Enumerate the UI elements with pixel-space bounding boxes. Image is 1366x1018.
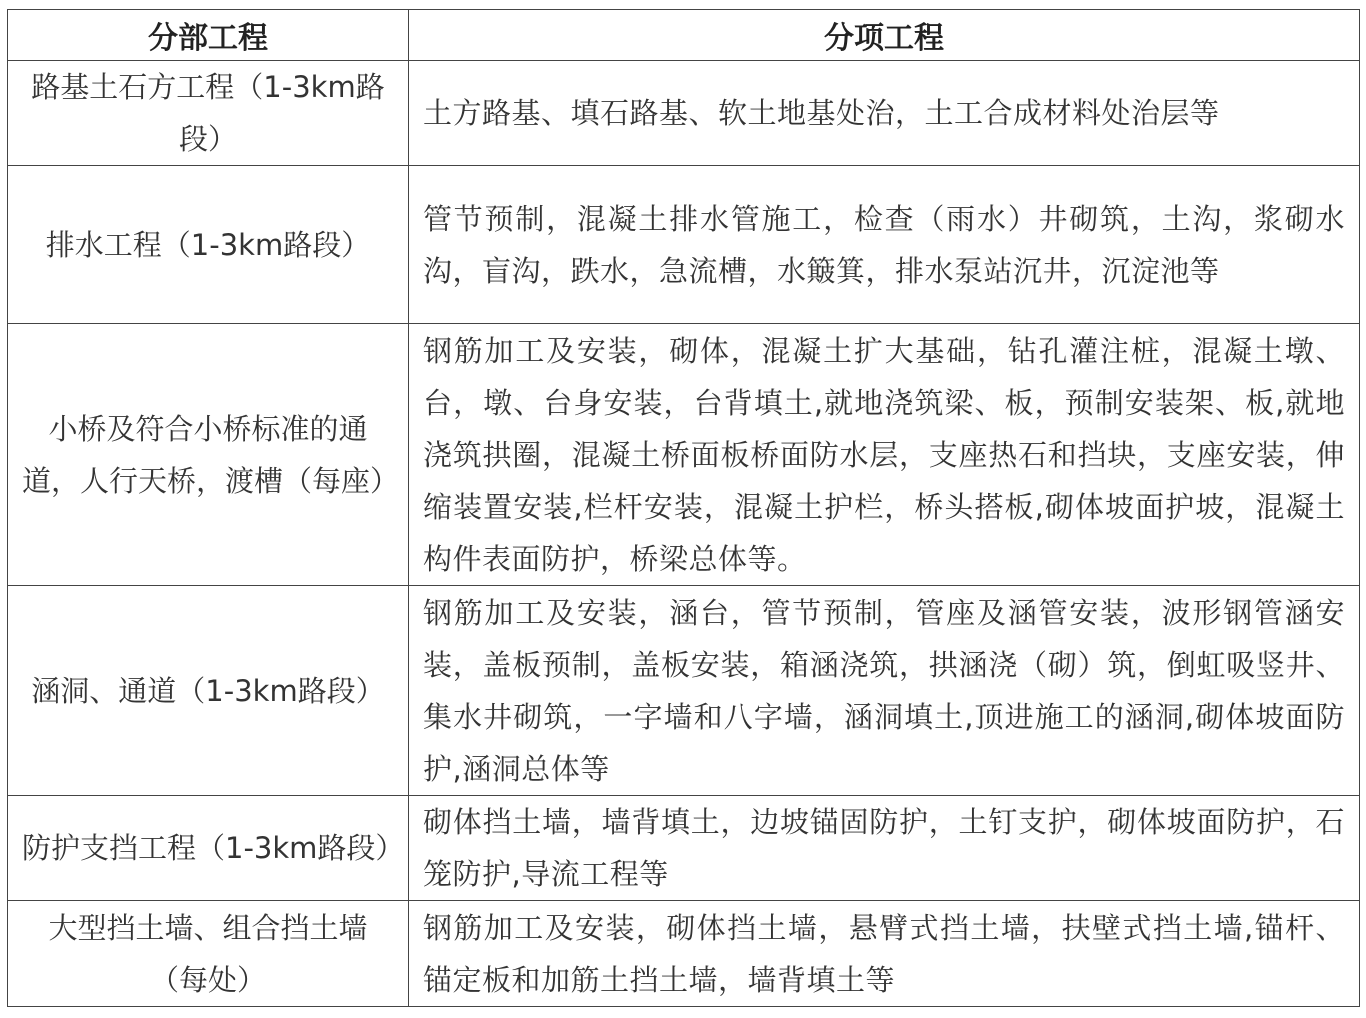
- items-cell: [409, 796, 1360, 901]
- table-row: [8, 324, 1360, 586]
- header-division: 分部工程: [8, 10, 409, 61]
- items-text: 砌体挡土墙，墙背填土，边坡锚固防护，土钉支护，砌体坡面防护，石笼防护,导流工程等: [423, 805, 1345, 891]
- table-header-row: [8, 10, 1360, 61]
- table-row: [8, 901, 1360, 1007]
- items-text: 钢筋加工及安装，砌体挡土墙，悬臂式挡土墙，扶壁式挡土墙,锚杆、锚定板和加筋土挡土墙，墙背填土等: [423, 910, 1345, 997]
- division-cell: 防护支挡工程（1-3km路段）: [8, 796, 409, 901]
- table-row: [8, 586, 1360, 796]
- items-cell: [409, 324, 1360, 586]
- items-cell: [409, 901, 1360, 1007]
- division-cell: 排水工程（1-3km路段）: [8, 166, 409, 324]
- division-cell: 路基土石方工程（1-3km路段）: [8, 61, 409, 166]
- header-items: 分项工程: [409, 10, 1360, 61]
- division-cell: 大型挡土墙、组合挡土墙（每处）: [8, 901, 409, 1007]
- engineering-division-table: [7, 9, 1360, 1007]
- items-cell: [409, 166, 1360, 324]
- table-row: [8, 796, 1360, 901]
- division-cell: 涵洞、通道（1-3km路段）: [8, 586, 409, 796]
- items-text: 土方路基、填石路基、软土地基处治，土工合成材料处治层等: [423, 96, 1220, 130]
- table-row: [8, 166, 1360, 324]
- items-text: 管节预制，混凝土排水管施工，检查（雨水）井砌筑，土沟，浆砌水沟，盲沟，跌水，急流槽，水簸箕，排水泵站沉井，沉淀池等: [423, 201, 1345, 288]
- items-text: 钢筋加工及安装，涵台，管节预制，管座及涵管安装，波形钢管涵安装，盖板预制，盖板安装，箱涵浇筑，拱涵浇（砌）筑，倒虹吸竖井、集水井砌筑，一字墙和八字墙，涵洞填土,顶进施工的涵洞,砌体坡面防护,涵洞总体等: [423, 595, 1345, 786]
- items-cell: [409, 61, 1360, 166]
- table-row: [8, 61, 1360, 166]
- items-text: 钢筋加工及安装，砌体，混凝土扩大基础，钻孔灌注桩，混凝土墩、台，墩、台身安装，台背填土,就地浇筑梁、板，预制安装架、板,就地浇筑拱圈，混凝土桥面板桥面防水层，支座热石和挡块，支座安装，伸缩装置安装,栏杆安装，混凝土护栏，桥头搭板,砌体坡面护坡，混凝土构件表面防护，桥梁总体等。: [423, 333, 1345, 576]
- items-cell: [409, 586, 1360, 796]
- division-cell: 小桥及符合小桥标准的通道，人行天桥，渡槽（每座）: [8, 324, 409, 586]
